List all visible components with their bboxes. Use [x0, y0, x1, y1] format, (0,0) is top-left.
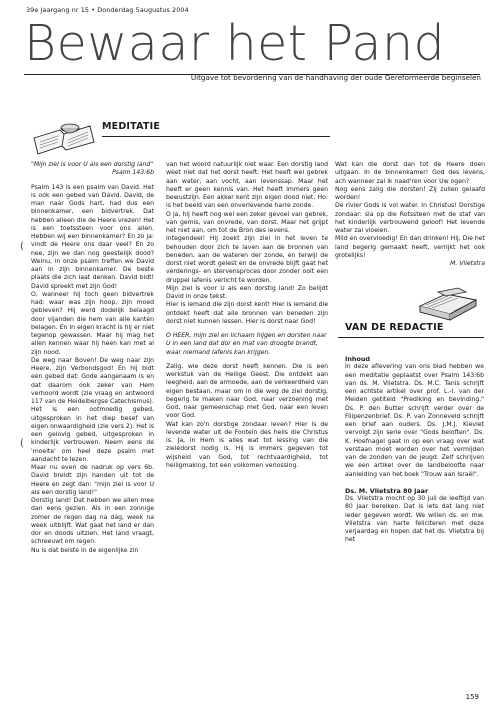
- middle-paragraph: Hier is iemand die zijn dorst kent! Hier is iemand die ontdekt heeft dat alle bronnen van beneden zijn dorst niet kunnen lessen. Hier is dorst naar God!: [166, 301, 328, 325]
- right-paragraph: Wat kan die dorst dan tot de Heere doen uitgaan. In de binnenkamer! God des levens, ach wanneer zal ik naad'ren voor Uw ogen?: [335, 161, 485, 185]
- middle-paragraph: Zalig, wie deze dorst heeft kennen. Die is een werkstuk van de Heilige Geest. Die ontdekt aan leegheid, aan de armoede, aan de verkeerdheid van eigen bestaan, maar om in die weg de ziel dorstig, begerig te maken naar God, naar verzoening met God, naar gemeenschap met God, naar een leven voor God.: [166, 362, 328, 420]
- middle-paragraph: Wat kan zo'n dorstige zondaar leven? Hier is de levende water uit de Fontein des heils die Christus is. Ja, in Hem is alles wat tot lessing van die zieledorst nodig is. Hij is immers gegeven tot wijsheid van God, tot rechtvaardigheid, tot heiligmaking, tot een volkomen verlossing.: [166, 420, 328, 469]
- right-paragraph: Nog eens zalig die dorsten! Zij zullen gelaafd worden!: [335, 185, 485, 201]
- middle-paragraph: O ja, hij heeft nog wel een zeker gevoel van gebrek, van gemis, van onvrede, van dorst. Maar het grijpt het niet aan, om tot de Bron des levens.: [166, 210, 328, 234]
- middle-paragraph: van het woord natuurlijk niet waar. Een dorstig land weet niet dat het dorst heeft. Het heeft wel gebrek aan water, aan vocht, aan levenssap. Maar het heeft er geen kennis van. Het heeft immers geen bewustzijn. Een akker kent zijn eigen dood niet. Ho: is het beeld van een onverlevende harre zonde.: [166, 161, 328, 210]
- meditatie-quote: "Mijn ziel is voor U als een dorstig land": [31, 161, 154, 168]
- inhoud-text: In deze aflevering van ons blad hebben we een meditatie geplaatst over Psalm 143:6b van ds. M. Vlietstra. Ds. M.C. Tanis schrijft een achtste artikel over prof. L.-I. van der Meiden getiteld "Prediking en bevinding." Ds. P. den Butter schrijft verder over de Filipenzenbrief. Ds. P. van Zonneveld schrijft een brief aan ouders. Ds. J.M.J. Kieviet vervolgt zijn serie over "Gods beloften". Ds. K. Hoefnagel gaat in op een vraag over wat verstaan moet worden over het vermijden van de zonden van de jeugd. Zelf schrijven we een artikel over de landbeloofte naar aanleiding van het boek "Trouw aan Israël".: [345, 363, 484, 478]
- meditatie-paragraph: O, wanneer hij toch geen bidvertrek had: waar was zijn hoop, zijn moed gebleven? Hij werd dodelijk belaagd door vijanden die hem van alle kanten belagen. En in eigen kracht is hij er niet tegenop gewassen. Maar hij mag het allen kennen waar hij heen kan met al zijn nood.: [31, 290, 154, 356]
- middle-column: [166, 161, 328, 470]
- margin-mark: (: [20, 438, 24, 449]
- masthead-title: Bewaar het Pand: [24, 15, 446, 72]
- jubileum-text: Ds. Vlietstra mocht op 30 juli de leeftijd van 80 jaar bereiken. Dat is iets dat lang niet ieder gegeven wordt. We willen ds. en mw. Vlietstra van harte feliciteren met deze verjaardag en hopen dat het ds. Vlietstra bij het: [345, 495, 484, 544]
- psalm-quote: O HEER, mijn ziel en lichaam hijgen en dorsten naar U in een land dat dor en mat van droogte brandt, waar niemand lafenis kan krijgen.: [166, 332, 327, 356]
- redactie-column: [345, 355, 484, 545]
- jubileum-heading: Ds. M. Vlietstra 80 jaar: [345, 486, 429, 495]
- meditatie-rule: [102, 136, 330, 137]
- meditatie-paragraph: Dorstig land! Dat hebben we allen mee dan eens gezien. Als in een zonnige zomer de regen dag na dag, week na week uitblijft. Wat gaat het land er dan dor en doods uitzien. Het land vraagt, schreeuwt om regen.: [31, 497, 154, 546]
- redactie-heading: VAN DE REDACTIE: [345, 322, 444, 333]
- meditatie-paragraph: Psalm 143 is een psalm van David. Het is ook een gebed van David. David, de man naar Gods hart, had dus een binnenkamer, een bidvertrek. Dat hebben alleen die de Heere vrezen! Het is een toetssteen voor ons allen. Hebben wij een binnenkamer? En zo ja: vindt de Heere ons daar veel? En zo nee, zijn we dan nog geestelijk dood? Welnu, in onze psalm treffen we David aan in zijn binnenkamer. De beste plaats die zich laat denken. David bidt! David spreekt met zijn God!: [31, 183, 154, 290]
- meditatie-paragraph: De weg naar Boven! De weg naar zijn Heere, zijn Verbondsgod! En hij bidt een gebed dat: Gode aangenaam is en dat daarom ook zeker van Hem verhoord wordt (zie vraag en antwoord 117 van de Heidelbergse Catechismus).: [31, 356, 154, 405]
- right-paragraph: De rivier Gods is vol water. In Christus! Dorstige zondaar: sla op die Rotssteen met de staf van het kinderlijk vertrouwend geloof! Het levende water zal vloeien.: [335, 202, 485, 234]
- meditatie-quote-ref: Psalm 143:6b: [112, 169, 154, 177]
- meditatie-signature: M. Vlietstra: [450, 260, 485, 267]
- issue-line: 39e Jaargang nr 15 • Donderdag 5augustus 2004: [26, 6, 189, 14]
- margin-mark: (: [20, 241, 24, 252]
- masthead-subtitle: Uitgave tot bevordering van de handhaving der oude Gereformeerde beginselen: [190, 73, 481, 82]
- middle-paragraph: Mijn ziel is voor U als een dorstig land! Zo belijdt David in onze tekst.: [166, 284, 328, 300]
- redactie-rule: [338, 337, 484, 338]
- meditatie-paragraph: Het is een ootmoedig gebed, uitgesproken in het diep besef van eigen onwaardigheid (zie vers 2). Het is een gelovig gebed, uitgesproken in kinderlijk vertrouwen. Neem eens de 'moeite' om heel deze psalm met aandacht te lezen.: [31, 406, 154, 463]
- inhoud-heading: Inhoud: [345, 355, 370, 363]
- books-illustration: [418, 286, 480, 322]
- meditatie-heading: MEDITATIE: [102, 121, 161, 132]
- book-illustration: [30, 118, 98, 156]
- page-number: 159: [465, 693, 479, 701]
- meditatie-column: [31, 161, 154, 555]
- right-column: [335, 161, 485, 268]
- middle-paragraph: Integendeel! Hij zoekt zijn ziel in het leven te behouden door zich te laven aan de bronnen van beneden, aan de wateren der zonde, en terwijl de dorst niet wordt gelest en de onvrede blijft gaat het verderings- en stervensproces door zonder ooit een druppel lafenis verlicht te worden.: [166, 235, 328, 284]
- right-paragraph: Mild en overvloedig! En dan drinken! Hij, Die het land begerig gemaakt heeft, verrijkt het ook grotelijks!: [335, 235, 485, 259]
- meditatie-paragraph: Nu is dat beiste in de eigenlijke zin: [31, 546, 139, 554]
- meditatie-paragraph: Maar nu even de nadruk op vers 6b. David breidt zijn handen uit tot de Heere en zegt dan: "mijn ziel is voor U als een dorstig land!": [31, 464, 154, 496]
